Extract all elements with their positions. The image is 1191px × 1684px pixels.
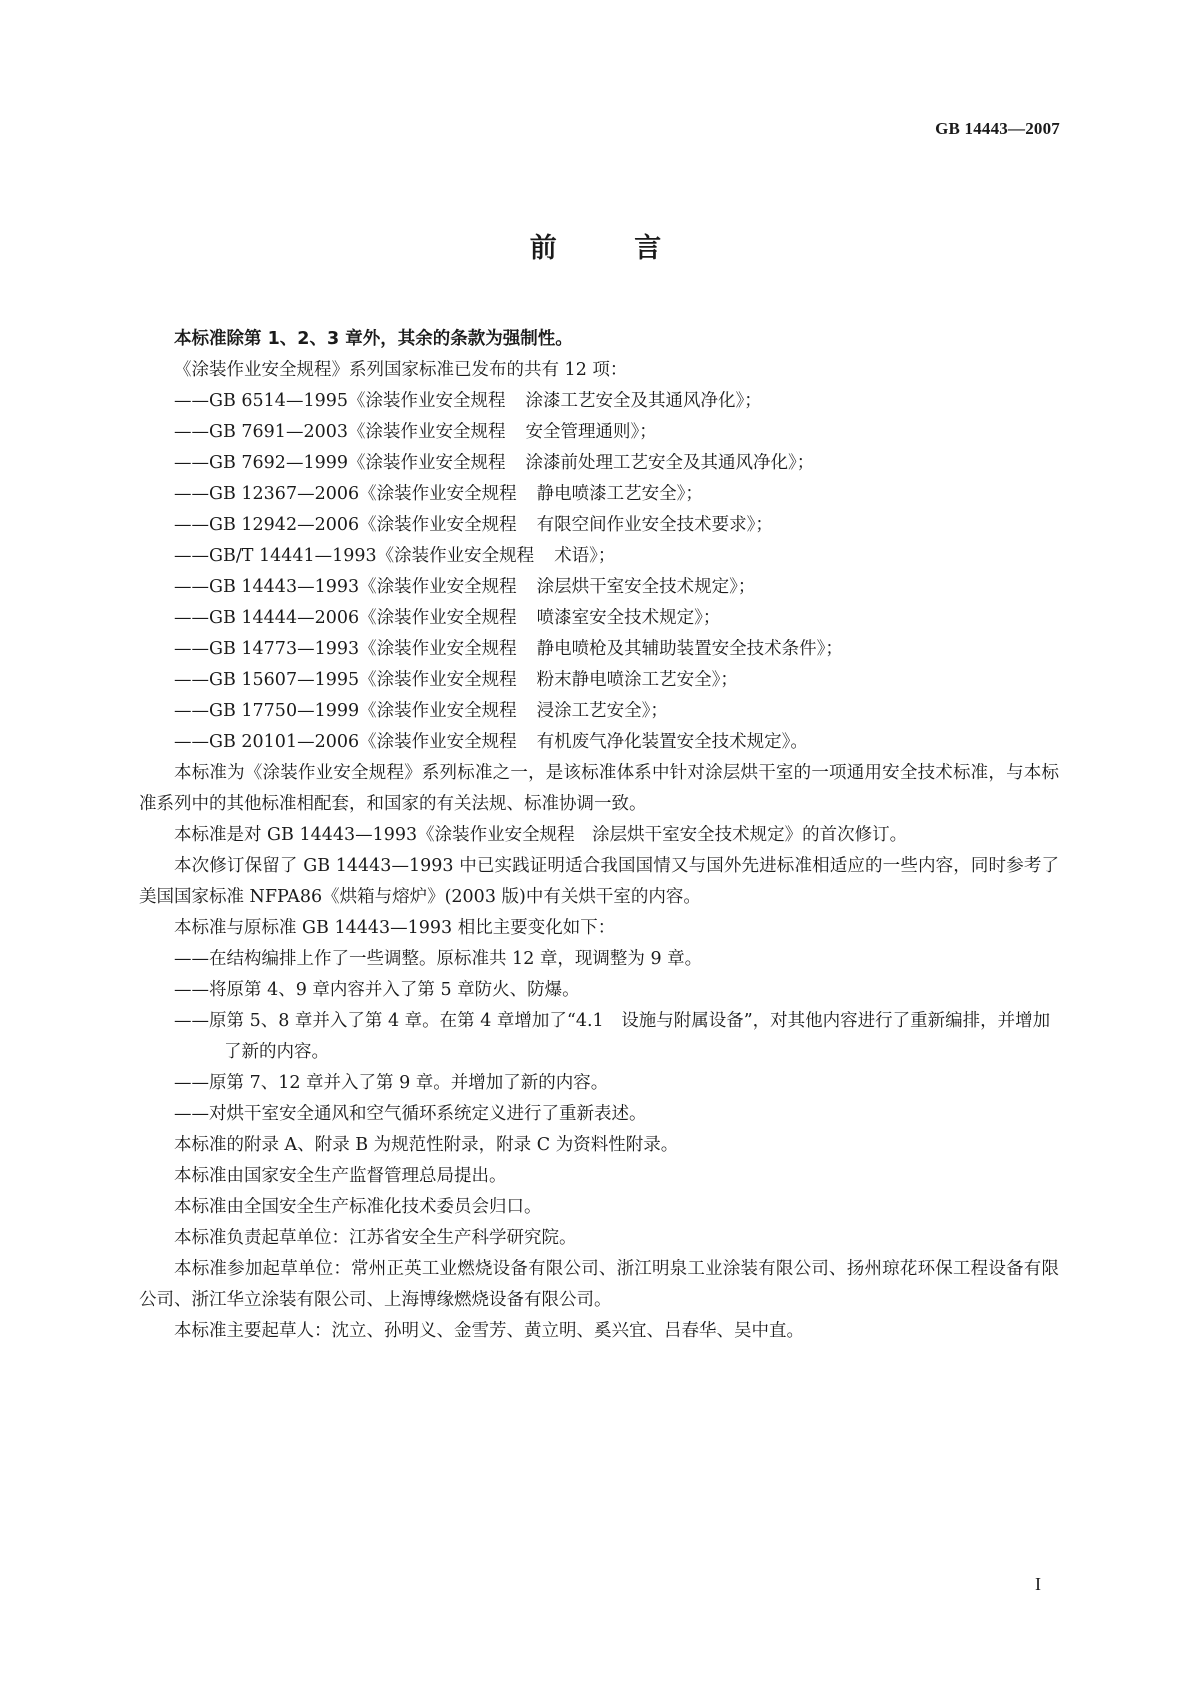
standard-name: 安全管理通则》； <box>525 422 657 442</box>
standard-name: 粉末静电喷涂工艺安全》； <box>536 670 738 690</box>
list-item <box>139 572 1059 603</box>
list-item: ——原第 5、8 章并入了第 4 章。在第 4 章增加了“4.1 设施与附属设备”，对其他内容进行了重新编排，并增加了新的内容。 <box>174 1011 1051 1062</box>
standard-code: ——GB 14443—1993《涂装作业安全规程 <box>174 577 517 597</box>
series-intro: 《涂装作业安全规程》系列国家标准已发布的共有 12 项： <box>174 360 628 380</box>
list-item <box>139 634 1059 665</box>
standard-number: GB 14443—2007 <box>935 119 1060 138</box>
standard-code: ——GB 20101—2006《涂装作业安全规程 <box>174 732 517 752</box>
revision-paragraph: 本标准是对 GB 14443—1993《涂装作业安全规程 涂层烘干室安全技术规定》的首次修订。 <box>174 825 908 845</box>
standard-name: 涂漆工艺安全及其通风净化》； <box>525 391 762 411</box>
mandatory-clause-statement: 本标准除第 1、2、3 章外，其余的条款为强制性。 <box>174 329 573 349</box>
list-item: ——原第 7、12 章并入了第 9 章。并增加了新的内容。 <box>174 1073 609 1093</box>
standard-code: ——GB 7691—2003《涂装作业安全规程 <box>174 422 506 442</box>
list-item <box>139 665 1059 696</box>
standard-name: 涂漆前处理工艺安全及其通风净化》； <box>525 453 815 473</box>
list-item <box>139 417 1059 448</box>
page-number: I <box>1035 1574 1041 1594</box>
standard-code: ——GB/T 14441—1993《涂装作业安全规程 <box>174 546 535 566</box>
list-item <box>139 448 1059 479</box>
changes-intro: 本标准与原标准 GB 14443—1993 相比主要变化如下： <box>174 918 616 938</box>
standard-code: ——GB 14773—1993《涂装作业安全规程 <box>174 639 517 659</box>
list-item: ——对烘干室安全通风和空气循环系统定义进行了重新表述。 <box>174 1104 647 1124</box>
scope-paragraph: 本标准为《涂装作业安全规程》系列标准之一，是该标准体系中针对涂层烘干室的一项通用安全技术标准，与本标准系列中的其他标准相配套，和国家的有关法规、标准协调一致。 <box>139 763 1059 814</box>
list-item <box>139 541 1059 572</box>
list-item <box>139 479 1059 510</box>
centralized-by-paragraph: 本标准由全国安全生产标准化技术委员会归口。 <box>174 1197 542 1217</box>
page-title: 前 言 <box>529 233 696 264</box>
standard-code: ——GB 12367—2006《涂装作业安全规程 <box>174 484 517 504</box>
standard-code: ——GB 14444—2006《涂装作业安全规程 <box>174 608 517 628</box>
standard-code: ——GB 6514—1995《涂装作业安全规程 <box>174 391 506 411</box>
drafting-unit-paragraph: 本标准负责起草单位：江苏省安全生产科学研究院。 <box>174 1228 577 1248</box>
standard-name: 涂层烘干室安全技术规定》； <box>536 577 756 597</box>
standard-name: 喷漆室安全技术规定》； <box>536 608 721 628</box>
drafters-paragraph: 本标准主要起草人：沈立、孙明义、金雪芳、黄立明、奚兴宜、吕春华、吴中直。 <box>174 1321 804 1341</box>
list-item <box>139 510 1059 541</box>
proposed-by-paragraph: 本标准由国家安全生产监督管理总局提出。 <box>174 1166 507 1186</box>
standard-code: ——GB 7692—1999《涂装作业安全规程 <box>174 453 506 473</box>
standard-name: 静电喷枪及其辅助装置安全技术条件》； <box>536 639 843 659</box>
appendix-paragraph: 本标准的附录 A、附录 B 为规范性附录，附录 C 为资料性附录。 <box>174 1135 679 1155</box>
changes-list <box>139 944 1059 1130</box>
standard-code: ——GB 17750—1999《涂装作业安全规程 <box>174 701 517 721</box>
participating-units-paragraph: 本标准参加起草单位：常州正英工业燃烧设备有限公司、浙江明泉工业涂装有限公司、扬州琼花环保工程设备有限公司、浙江华立涂装有限公司、上海博缘燃烧设备有限公司。 <box>139 1259 1059 1310</box>
list-item <box>139 727 1059 758</box>
list-item: ——在结构编排上作了一些调整。原标准共 12 章，现调整为 9 章。 <box>174 949 703 969</box>
list-item <box>139 603 1059 634</box>
list-item <box>139 386 1059 417</box>
standard-name: 有限空间作业安全技术要求》； <box>536 515 773 535</box>
standard-name: 有机废气净化装置安全技术规定》。 <box>536 732 808 752</box>
standard-code: ——GB 15607—1995《涂装作业安全规程 <box>174 670 517 690</box>
series-list <box>139 386 1059 758</box>
standard-code: ——GB 12942—2006《涂装作业安全规程 <box>174 515 517 535</box>
list-item <box>139 696 1059 727</box>
foreword-body <box>139 324 1059 1347</box>
retained-content-paragraph: 本次修订保留了 GB 14443—1993 中已实践证明适合我国国情又与国外先进标准相适应的一些内容，同时参考了美国国家标准 NFPA86《烘箱与熔炉》(2003 版)中有关烘干室的内容。 <box>139 856 1059 907</box>
standard-name: 浸涂工艺安全》； <box>536 701 668 721</box>
list-item: ——将原第 4、9 章内容并入了第 5 章防火、防爆。 <box>174 980 580 1000</box>
standard-name: 静电喷漆工艺安全》； <box>536 484 703 504</box>
standard-name: 术语》； <box>554 546 616 566</box>
